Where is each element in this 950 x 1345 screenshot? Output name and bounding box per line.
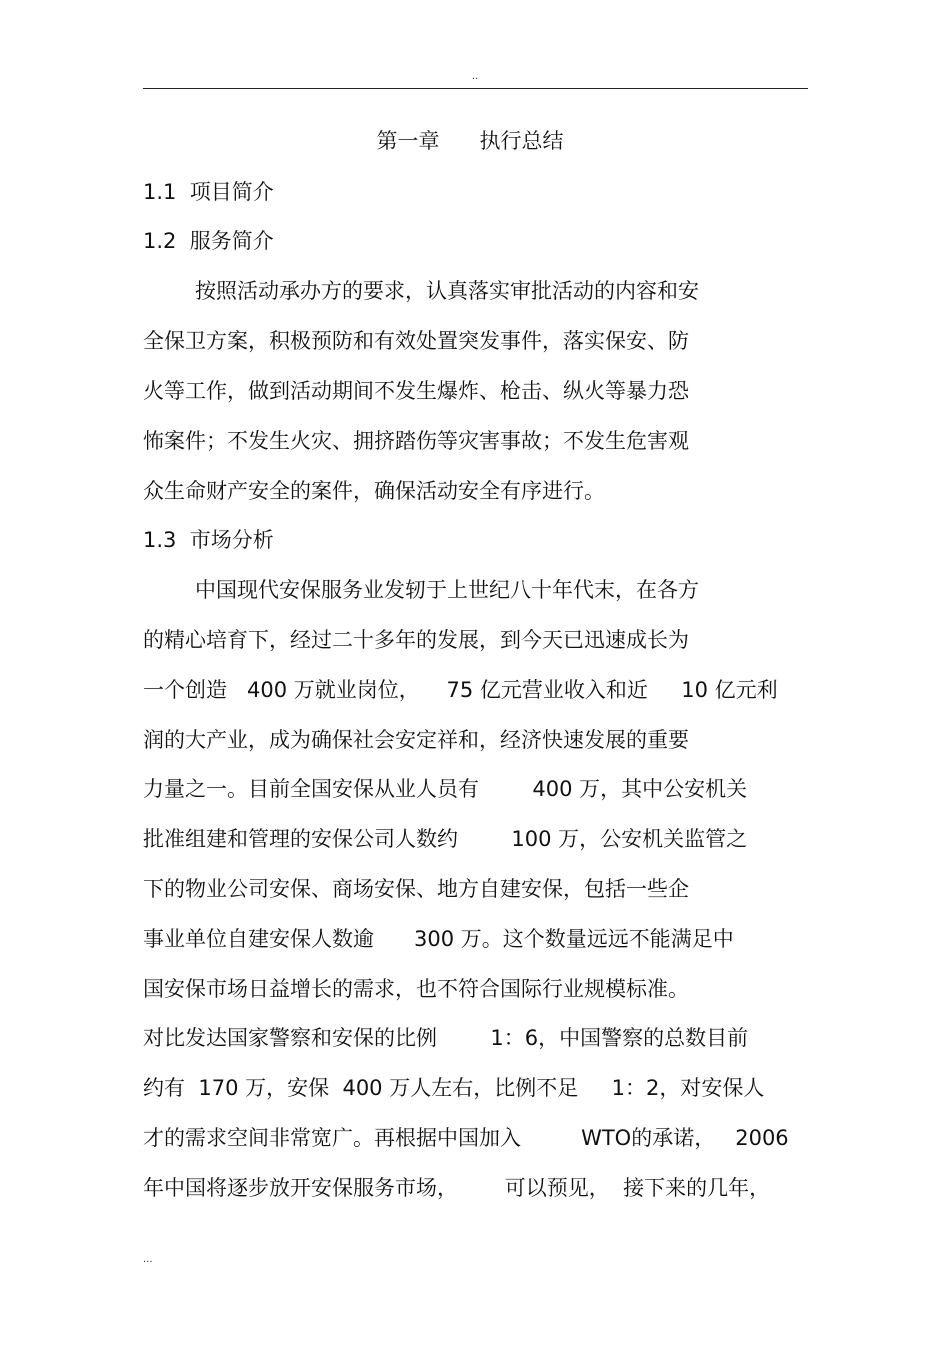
paragraph-line: 约有 170 万，安保 400 万人左右，比例不足 1：2，对安保人 — [143, 1076, 765, 1100]
paragraph-line: 火等工作，做到活动期间不发生爆炸、枪击、纵火等暴力恐 — [143, 379, 689, 403]
paragraph-line: 润的大产业，成为确保社会安定祥和，经济快速发展的重要 — [143, 728, 689, 752]
section-heading-1-1: 1.1 项目简介 — [143, 180, 274, 204]
paragraph-line: 力量之一。目前全国安保从业人员有 400 万，其中公安机关 — [143, 777, 748, 801]
paragraph-line: 对比发达国家警察和安保的比例 1：6，中国警察的总数目前 — [143, 1026, 749, 1050]
paragraph-line: 国安保市场日益增长的需求，也不符合国际行业规模标准。 — [143, 977, 689, 1001]
paragraph-line: 下的物业公司安保、商场安保、地方自建安保，包括一些企 — [143, 877, 689, 901]
section-heading-1-2: 1.2 服务简介 — [143, 229, 274, 253]
header-rule — [143, 88, 808, 89]
paragraph-line: 一个创造 400 万就业岗位， 75 亿元营业收入和近 10 亿元利 — [143, 678, 778, 702]
paragraph-line: 众生命财产安全的案件，确保活动安全有序进行。 — [143, 479, 605, 503]
paragraph-line: 的精心培育下，经过二十多年的发展，到今天已迅速成长为 — [143, 628, 689, 652]
paragraph-line: 全保卫方案，积极预防和有效处置突发事件，落实保安、防 — [143, 329, 689, 353]
footer-mark: ... — [143, 1254, 153, 1265]
paragraph-line: 按照活动承办方的要求，认真落实审批活动的内容和安 — [195, 279, 699, 303]
paragraph-line: 批准组建和管理的安保公司人数约 100 万，公安机关监管之 — [143, 827, 748, 851]
section-heading-1-3: 1.3 市场分析 — [143, 528, 274, 552]
paragraph-line: 年中国将逐步放开安保服务市场， 可以预见， 接下来的几年， — [143, 1176, 771, 1200]
paragraph-line: 才的需求空间非常宽广。再根据中国加入 WTO的承诺， 2006 — [143, 1126, 789, 1150]
paragraph-line: 事业单位自建安保人数逾 300 万。这个数量远远不能满足中 — [143, 927, 734, 951]
chapter-title: 第一章 执行总结 — [376, 129, 564, 153]
paragraph-line: 中国现代安保服务业发轫于上世纪八十年代末，在各方 — [195, 578, 699, 602]
paragraph-line: 怖案件；不发生火灾、拥挤踏伤等灾害事故；不发生危害观 — [143, 429, 689, 453]
header-mark: .. — [471, 71, 479, 82]
